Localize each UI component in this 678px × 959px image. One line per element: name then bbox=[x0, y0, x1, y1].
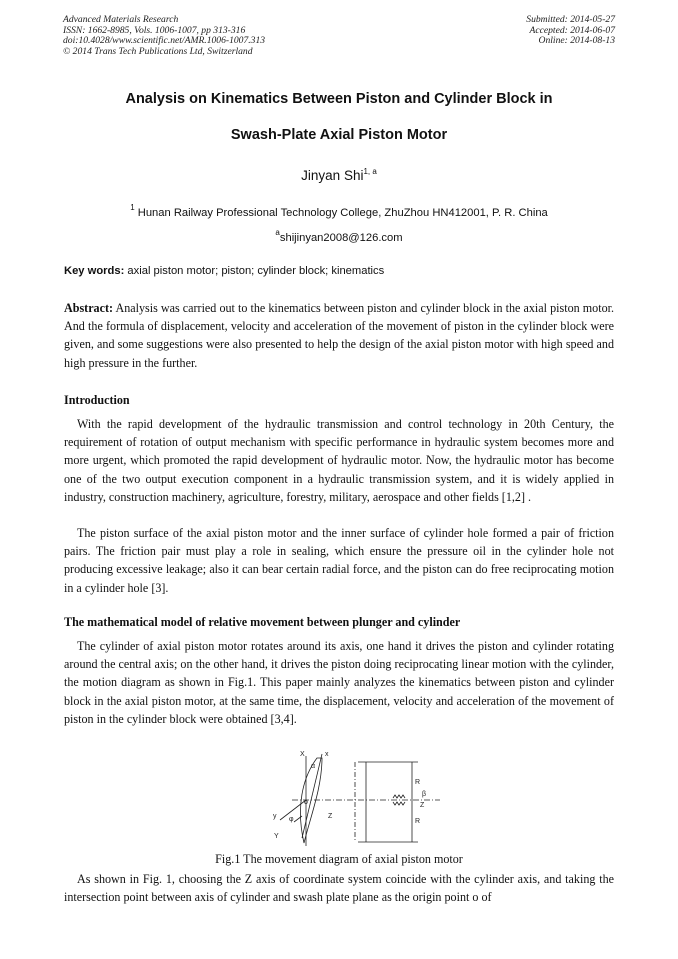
submitted-date: Submitted: 2014-05-27 bbox=[526, 14, 615, 25]
introduction-paragraph-2: The piston surface of the axial piston motor and the inner surface of cylinder hole formed a pair of friction pairs. The friction pair must play a role in sealing, which ensure the pressure oil in the cylinder hole not producing excessive leakage; also it can bear certain radial force, and the piston can do free reciprocating motion in a cylinder hole [3]. bbox=[64, 526, 614, 595]
email-sup: a bbox=[275, 228, 280, 237]
online-date: Online: 2014-08-13 bbox=[538, 35, 615, 47]
accepted-date: Accepted: 2014-06-07 bbox=[529, 24, 615, 36]
spring-marker-lower bbox=[393, 802, 405, 805]
introduction-paragraph-1: With the rapid development of the hydraulic transmission and control technology in 20th Century, the requirement of rotation of output mechanism with specific performance in hydraulic system becomes more and more urgent, which promoted the rapid development of hydraulic motor. Now, the hydraulic motor has become one of the two output execution component in a hydraulic transmission system, and it is widely applied in industry, construction machinery, agriculture, forestry, military, aerospace and other fields [1,2] . bbox=[64, 417, 614, 504]
abstract bbox=[64, 299, 614, 372]
motion-diagram-figure bbox=[262, 748, 442, 852]
affiliation-sup: 1 bbox=[130, 203, 135, 212]
section-heading-math-model: The mathematical model of relative movement between plunger and cylinder bbox=[64, 615, 461, 629]
label-Z: Z bbox=[328, 813, 333, 820]
figure-caption: Fig.1 The movement diagram of axial piston motor bbox=[215, 852, 463, 866]
label-phi: φ bbox=[289, 816, 294, 823]
label-beta: β bbox=[422, 791, 427, 798]
section-paragraph-math-model: The cylinder of axial piston motor rotates around its axis, one hand it drives the piston and cylinder rotating around the central axis; on the other hand, it drives the piston doing reciprocating linear motion with the cylinder, the motion diagram as shown in Fig.1. This paper mainly analyzes the kinematics between piston and cylinder block in the axial piston motor, at the same time, the displacement, velocity and acceleration of the movement of piston in the cylinder block were obtained [3,4]. bbox=[64, 639, 614, 726]
label-x: x bbox=[325, 751, 329, 758]
label-R-top: R bbox=[415, 779, 421, 786]
keywords-label: Key words: bbox=[64, 265, 125, 277]
affiliation-text: Hunan Railway Professional Technology College, ZhuZhou HN412001, P. R. China bbox=[134, 207, 548, 219]
affiliation bbox=[0, 203, 678, 219]
label-Z-right: Z bbox=[420, 802, 425, 809]
abstract-label: Abstract: bbox=[64, 301, 114, 315]
doi-line: doi:10.4028/www.scientific.net/AMR.1006-1007.313 bbox=[63, 35, 266, 47]
email-text: shijinyan2008@126.com bbox=[279, 232, 403, 244]
spring-marker bbox=[393, 795, 405, 798]
author-email bbox=[0, 228, 678, 244]
label-Y: Y bbox=[274, 833, 279, 840]
keywords bbox=[64, 265, 624, 277]
label-o: o bbox=[304, 799, 308, 806]
paper-title-line-1: Analysis on Kinematics Between Piston and Cylinder Block in bbox=[125, 91, 553, 107]
label-y: y bbox=[273, 813, 277, 820]
label-alpha: α bbox=[311, 763, 316, 770]
abstract-text: Analysis was carried out to the kinematics between piston and cylinder block in the axial piston motor. And the formula of displacement, velocity and acceleration of the movement of piston in the cylinder block were given, and some suggestions were also presented to help the design of the axial piston motor with high speed and high pressure in the further. bbox=[64, 301, 614, 370]
continuation-paragraph: As shown in Fig. 1, choosing the Z axis of coordinate system coincide with the cylinder axis, and taking the intersection point between axis of cylinder and swash plate plane as the origin point o of bbox=[64, 872, 614, 905]
author-name: Jinyan Shi bbox=[301, 168, 364, 183]
journal-header-right bbox=[526, 15, 615, 47]
author bbox=[0, 167, 678, 183]
journal-name: Advanced Materials Research bbox=[63, 14, 179, 25]
paper-title-line-2: Swash-Plate Axial Piston Motor bbox=[230, 127, 448, 143]
author-sup: 1, a bbox=[363, 167, 377, 176]
keywords-text: axial piston motor; piston; cylinder block; kinematics bbox=[124, 265, 385, 277]
label-X: X bbox=[300, 751, 305, 758]
introduction-heading: Introduction bbox=[64, 393, 130, 407]
journal-header-left bbox=[63, 15, 265, 57]
issn-line: ISSN: 1662-8985, Vols. 1006-1007, pp 313-316 bbox=[63, 24, 246, 36]
copyright-line: © 2014 Trans Tech Publications Ltd, Switzerland bbox=[63, 45, 253, 57]
label-R-bottom: R bbox=[415, 818, 421, 825]
